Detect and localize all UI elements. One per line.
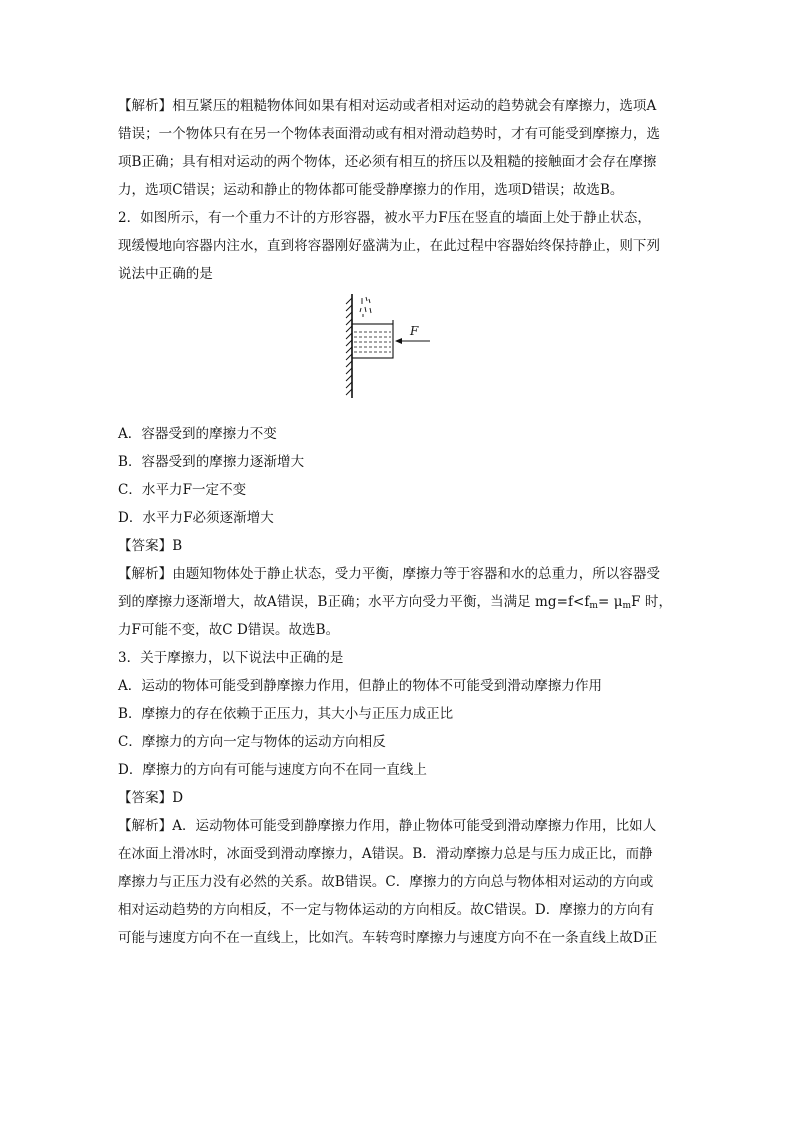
q3-analysis-line: 可能与速度方向不在一直线上，比如汽。车转弯时摩擦力与速度方向不在一条直线上故D正 [118,930,658,946]
q2-answer: 【答案】B [118,538,183,554]
container-box [352,324,393,358]
q2-option-a: A．容器受到的摩擦力不变 [118,426,277,442]
q3-option-d: D．摩擦力的方向有可能与速度方向不在同一直线上 [118,762,427,778]
q3-option-b: B．摩擦力的存在依赖于正压力，其大小与正压力成正比 [118,706,454,722]
q2-option-b: B．容器受到的摩擦力逐渐增大 [118,454,305,470]
container-on-wall-diagram [338,292,468,402]
q2-analysis-line: 力F可能不变，故C D错误。故选B。 [118,622,340,638]
force-label: F [410,324,419,338]
q3-analysis-line: 相对运动趋势的方向相反，不一定与物体运动的方向相反。故C错误。D．摩擦力的方向有 [118,902,655,918]
q2-stem-line: 说法中正确的是 [118,266,213,282]
q1-analysis-line: 项B正确；具有相对运动的两个物体，还必须有相互的挤压以及粗糙的接触面才会存在摩擦 [118,154,657,170]
document-content [118,92,678,952]
q1-analysis-line: 力，选项C错误；运动和静止的物体都可能受静摩擦力的作用，选项D错误；故选B。 [118,182,624,198]
water-stream-icon [360,297,371,317]
q2-option-c: C．水平力F一定不变 [118,482,247,498]
q1-analysis-line: 错误；一个物体只有在另一个物体表面滑动或有相对滑动趋势时，才有可能受到摩擦力，选 [118,126,660,142]
q3-stem: 3．关于摩擦力，以下说法中正确的是 [118,650,344,666]
q3-option-c: C．摩擦力的方向一定与物体的运动方向相反 [118,734,386,750]
q3-analysis-line: 在冰面上滑冰时，冰面受到滑动摩擦力，A错误。B．滑动摩擦力总是与压力成正比，而静 [118,846,653,862]
wall-hatching [346,298,352,395]
q2-analysis-text: = μ [598,594,623,610]
q2-analysis-text: 到的摩擦力逐渐增大，故A错误，B正确；水平方向受力平衡，当满足 mg=f<f [118,594,590,610]
q3-answer: 【答案】D [118,790,184,806]
q2-figure [118,288,678,420]
q2-analysis-line [118,588,678,616]
q3-analysis-line: 【解析】A．运动物体可能受到静摩擦力作用，静止物体可能受到滑动摩擦力作用，比如人 [118,818,657,834]
subscript: m [589,601,599,611]
q3-analysis-line: 摩擦力与正压力没有必然的关系。故B错误。C．摩擦力的方向总与物体相对运动的方向或 [118,874,654,890]
subscript: m [622,601,632,611]
arrowhead-icon [395,338,402,344]
q2-stem-line: 2．如图所示，有一个重力不计的方形容器，被水平力F压在竖直的墙面上处于静止状态， [118,210,651,226]
q3-option-a: A．运动的物体可能受到静摩擦力作用，但静止的物体不可能受到滑动摩擦力作用 [118,678,603,694]
q1-analysis-line: 【解析】相互紧压的粗糙物体间如果有相对运动或者相对运动的趋势就会有摩擦力，选项A [118,98,657,114]
q2-option-d: D．水平力F必须逐渐增大 [118,510,274,526]
q2-analysis-line: 【解析】由题知物体处于静止状态，受力平衡，摩擦力等于容器和水的总重力，所以容器受 [118,566,660,582]
q2-analysis-text: F 时， [631,594,672,610]
water-fill [354,332,391,352]
q2-stem-line: 现缓慢地向容器内注水，直到将容器刚好盛满为止，在此过程中容器始终保持静止，则下列 [118,238,660,254]
